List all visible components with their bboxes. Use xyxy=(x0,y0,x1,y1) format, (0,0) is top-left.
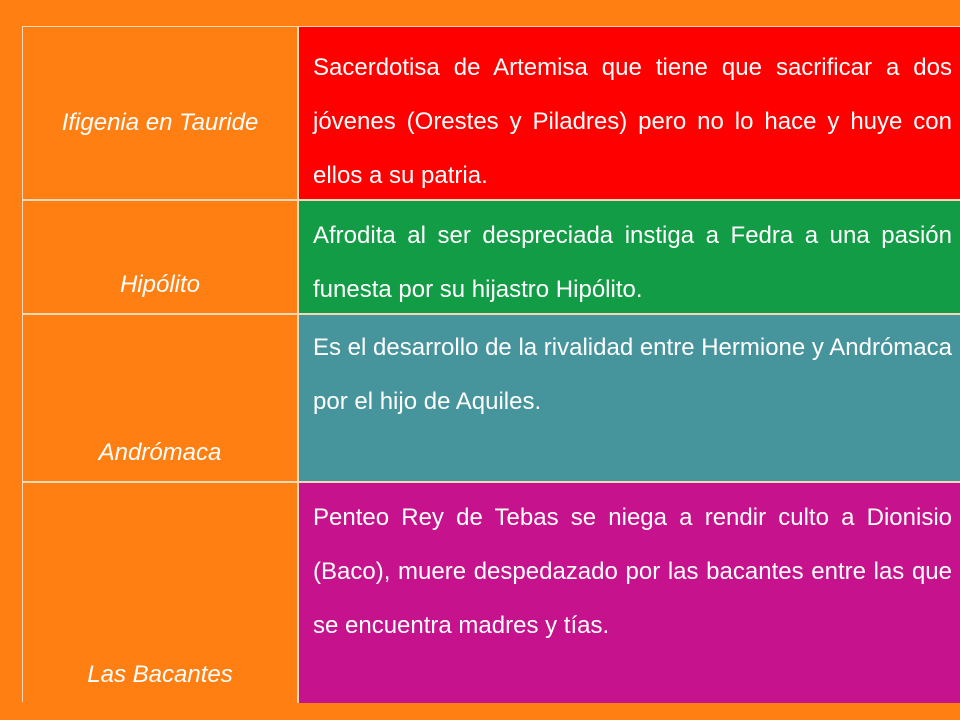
play-title-cell xyxy=(23,201,299,313)
table-row xyxy=(23,313,960,481)
table-row xyxy=(23,481,960,703)
play-title-cell xyxy=(23,483,299,703)
play-title: Ifigenia en Tauride xyxy=(61,109,259,136)
plays-table xyxy=(22,26,960,702)
play-description-cell: Penteo Rey de Tebas se niega a rendir culto a Dionisio (Baco), muere despedazado por las bacantes entre las que se encuentra madres y tías. xyxy=(299,483,960,703)
play-title: Hipólito xyxy=(119,271,201,298)
play-title: Las Bacantes xyxy=(87,661,233,688)
play-description-cell: Sacerdotisa de Artemisa que tiene que sacrificar a dos jóvenes (Orestes y Piladres) pero no lo hace y huye con ellos a su patria. xyxy=(299,27,960,199)
play-description-cell: Afrodita al ser despreciada instiga a Fedra a una pasión funesta por su hijastro Hipólito. xyxy=(299,201,960,313)
play-title: Andrómaca xyxy=(98,439,222,466)
play-title-cell xyxy=(23,27,299,199)
table-row xyxy=(23,199,960,313)
play-title-cell xyxy=(23,315,299,481)
table-row xyxy=(23,27,960,199)
play-description-cell: Es el desarrollo de la rivalidad entre Hermione y Andrómaca por el hijo de Aquiles. xyxy=(299,315,960,481)
